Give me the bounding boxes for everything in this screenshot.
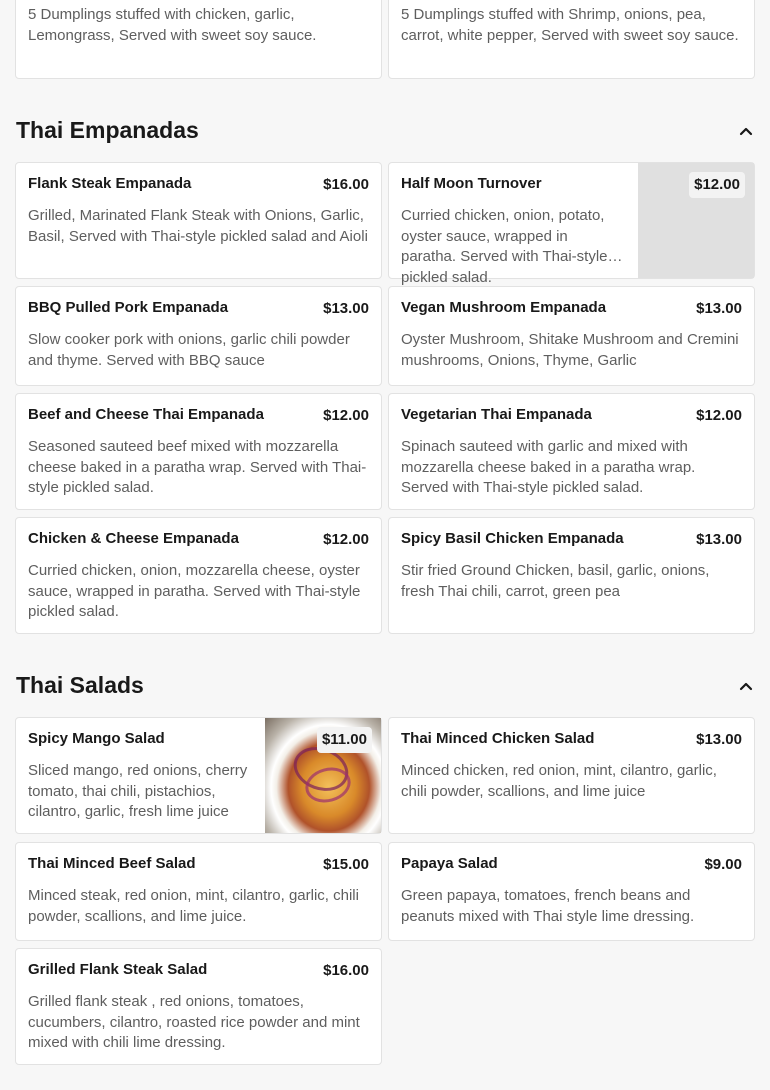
menu-item-card[interactable] — [15, 517, 382, 634]
menu-item-card[interactable] — [15, 948, 382, 1065]
item-description: Sliced mango, red onions, cherry tomato, thai chili, pistachios, cilantro, garlic, fresh lime juice — [28, 762, 248, 820]
item-price: $16.00 — [323, 176, 369, 193]
item-description: Minced chicken, red onion, mint, cilantro, garlic, chili powder, scallions, and lime juice — [401, 762, 717, 800]
menu-item-card[interactable] — [15, 162, 382, 279]
menu-item-card[interactable] — [388, 517, 755, 634]
menu-item-card[interactable] — [388, 0, 755, 79]
item-name: Thai Minced Beef Salad — [28, 855, 196, 872]
item-price: $12.00 — [323, 407, 369, 424]
menu-item-card[interactable] — [15, 393, 382, 510]
item-description: Curried chicken, onion, mozzarella cheese, oyster sauce, wrapped in paratha. Served with Thai-style pickled salad. — [28, 562, 361, 620]
item-description: Green papaya, tomatoes, french beans and peanuts mixed with Thai style lime dressing. — [401, 887, 695, 925]
item-name: Half Moon Turnover — [401, 175, 542, 192]
menu-item-card[interactable] — [388, 286, 755, 386]
item-description: Seasoned sauteed beef mixed with mozzarella cheese baked in a paratha wrap. Served with Thai-style pickled salad. — [28, 438, 367, 496]
item-description: Grilled, Marinated Flank Steak with Onions, Garlic, Basil, Served with Thai-style pickled salad and Aioli — [28, 207, 368, 245]
item-description: Oyster Mushroom, Shitake Mushroom and Cremini mushrooms, Onions, Thyme, Garlic — [401, 331, 739, 369]
menu-item-card[interactable] — [15, 717, 382, 834]
item-name: Spicy Basil Chicken Empanada — [401, 530, 624, 547]
item-price: $13.00 — [323, 300, 369, 317]
item-price: $16.00 — [323, 962, 369, 979]
item-description: 5 Dumplings stuffed with chicken, garlic, Lemongrass, Served with sweet soy sauce. — [28, 6, 317, 44]
item-description: Spinach sauteed with garlic and mixed with mozzarella cheese baked in a paratha wrap. Served with Thai-style pickled salad. — [401, 438, 696, 496]
chevron-up-icon[interactable] — [738, 123, 754, 139]
item-price: $13.00 — [696, 531, 742, 548]
chevron-up-icon[interactable] — [738, 678, 754, 694]
menu-item-card[interactable] — [388, 393, 755, 510]
item-name: Grilled Flank Steak Salad — [28, 961, 208, 978]
item-name: Beef and Cheese Thai Empanada — [28, 406, 264, 423]
item-name: Chicken & Cheese Empanada — [28, 530, 239, 547]
item-name: Papaya Salad — [401, 855, 498, 872]
section-title: Thai Salads — [16, 672, 144, 698]
menu-item-card[interactable] — [15, 286, 382, 386]
menu-item-card[interactable] — [388, 162, 755, 286]
section-title: Thai Empanadas — [16, 117, 199, 143]
item-price: $12.00 — [323, 531, 369, 548]
item-price: $11.00 — [317, 727, 372, 753]
item-name: Flank Steak Empanada — [28, 175, 192, 192]
item-price: $15.00 — [323, 856, 369, 873]
item-price: $9.00 — [704, 856, 742, 873]
menu-item-card[interactable] — [388, 717, 755, 834]
item-name: BBQ Pulled Pork Empanada — [28, 299, 229, 316]
item-price: $13.00 — [696, 300, 742, 317]
item-name: Vegan Mushroom Empanada — [401, 299, 607, 316]
item-price: $13.00 — [696, 731, 742, 748]
item-description: Stir fried Ground Chicken, basil, garlic, onions, fresh Thai chili, carrot, green pea — [401, 562, 710, 600]
menu-item-card[interactable] — [388, 842, 755, 941]
item-description: Slow cooker pork with onions, garlic chili powder and thyme. Served with BBQ sauce — [28, 331, 350, 369]
item-name: Thai Minced Chicken Salad — [401, 730, 595, 747]
item-name: Vegetarian Thai Empanada — [401, 406, 592, 423]
menu-item-card[interactable] — [15, 0, 382, 79]
menu-item-card[interactable] — [15, 842, 382, 941]
item-price: $12.00 — [696, 407, 742, 424]
item-description: Curried chicken, onion, potato, oyster sauce, wrapped in paratha. Served with Thai-style pickled salad. — [401, 207, 608, 286]
item-price: $12.00 — [689, 172, 745, 198]
item-description: 5 Dumplings stuffed with Shrimp, onions, pea, carrot, white pepper, Served with sweet soy sauce. — [401, 6, 739, 44]
item-name: Spicy Mango Salad — [28, 730, 165, 747]
item-description: Grilled flank steak , red onions, tomatoes, cucumbers, cilantro, roasted rice powder and mint mixed with chili lime dressing. — [28, 993, 360, 1051]
item-description: Minced steak, red onion, mint, cilantro, garlic, chili powder, scallions, and lime juice. — [28, 887, 359, 925]
